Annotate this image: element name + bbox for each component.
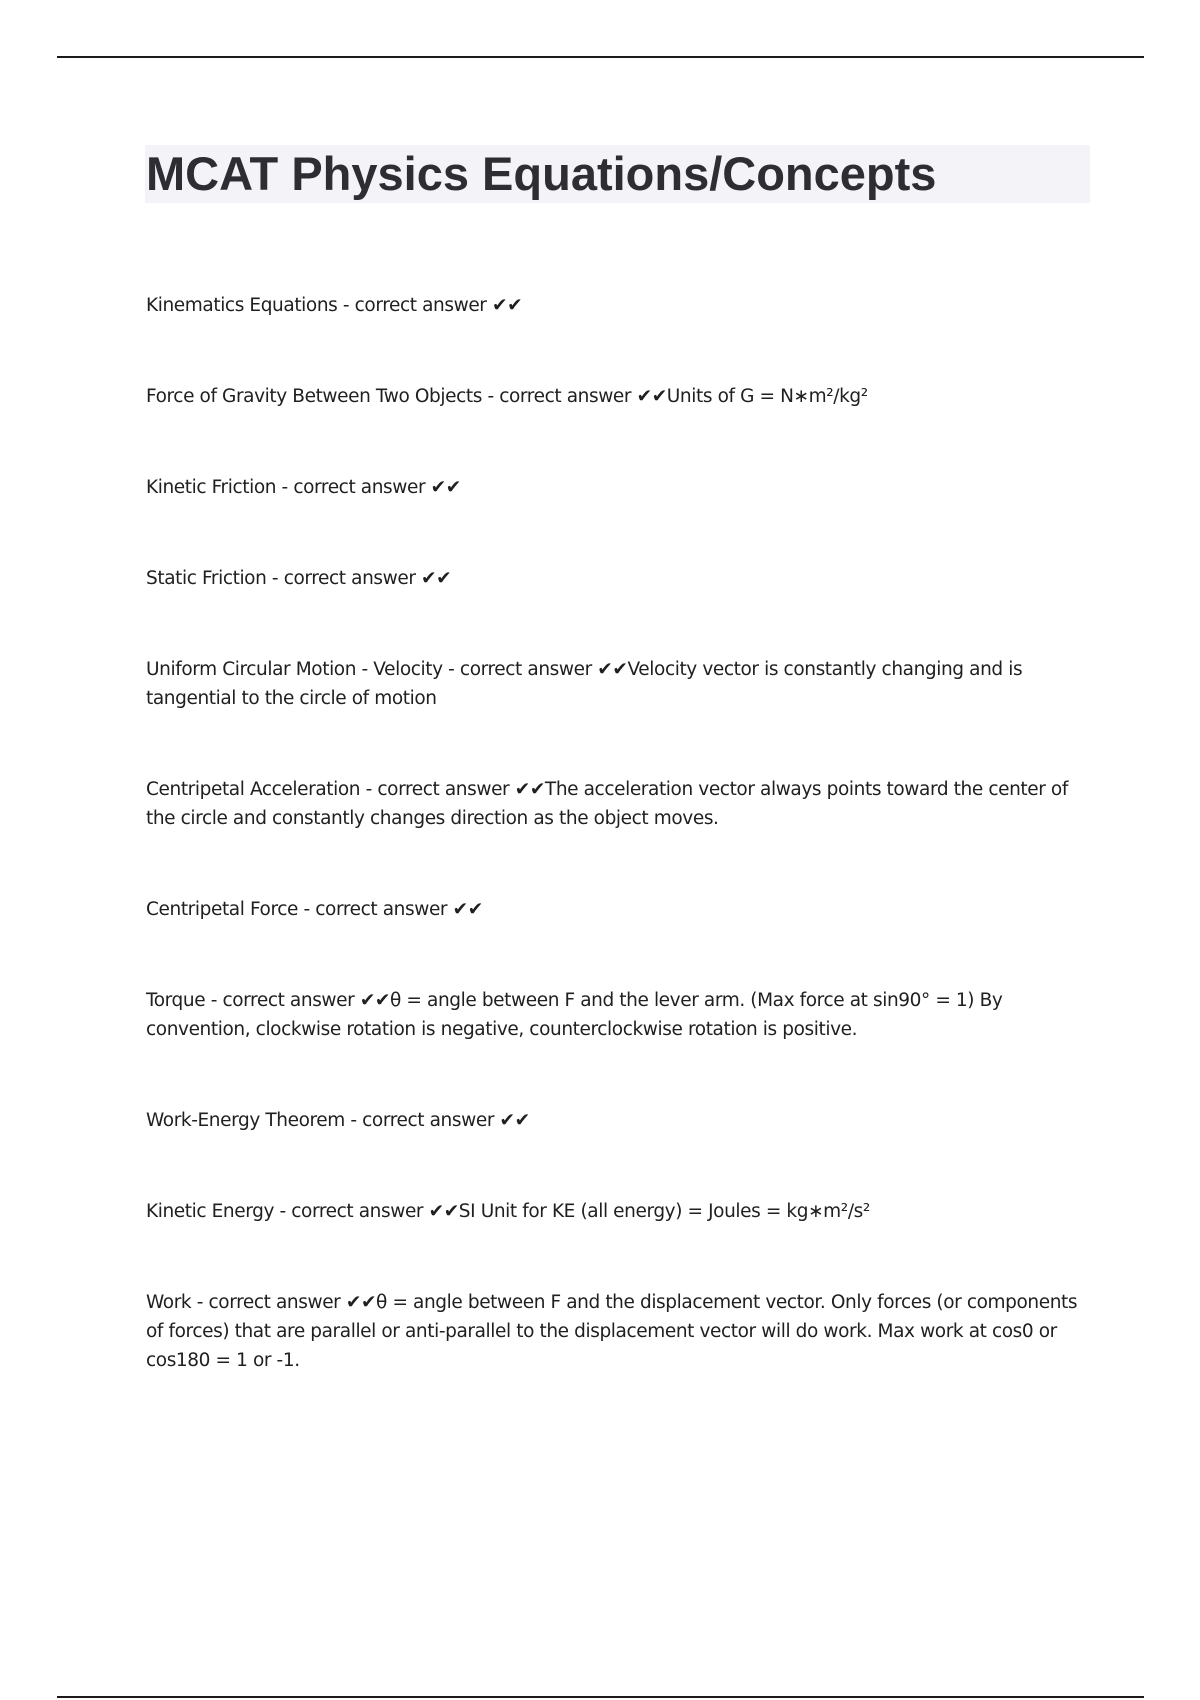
qa-item <box>146 291 1091 320</box>
qa-separator: - <box>442 659 460 680</box>
qa-item <box>146 382 1091 411</box>
qa-separator: - <box>360 779 378 800</box>
qa-answer: correct answer ✔✔θ = angle between F and the displacement vector. Only forces (or components of forces) that are parallel or anti-parallel to the displacement vector will do work. Max work at cos0 or cos180 = 1 or -1. <box>146 1292 1083 1371</box>
qa-separator: - <box>481 386 500 407</box>
qa-separator: - <box>274 1201 292 1222</box>
qa-answer: correct answer ✔✔θ = angle between F and the lever arm. (Max force at sin90° = 1) By convention, clockwise rotation is negative, counterclockwise rotation is positive. <box>146 990 1008 1040</box>
qa-item <box>146 564 1091 593</box>
qa-term: Centripetal Acceleration <box>146 779 361 800</box>
qa-answer: correct answer ✔✔ <box>283 568 452 589</box>
bottom-divider <box>57 1696 1144 1698</box>
qa-answer: correct answer ✔✔The acceleration vector always points toward the center of the circle and constantly changes direction as the object moves. <box>146 779 1074 829</box>
qa-term: Static Friction <box>146 568 267 589</box>
qa-answer: correct answer ✔✔Velocity vector is constantly changing and is tangential to the circle of motion <box>146 659 1028 709</box>
qa-term: Work <box>146 1292 192 1313</box>
qa-term: Kinetic Energy <box>146 1201 274 1222</box>
qa-item <box>146 775 1091 833</box>
qa-separator: - <box>205 990 223 1011</box>
qa-item <box>146 655 1091 713</box>
qa-term: Force of Gravity Between Two Objects <box>146 386 482 407</box>
qa-answer: correct answer ✔✔ <box>293 477 461 498</box>
qa-answer: correct answer ✔✔ <box>315 899 483 920</box>
qa-term: Uniform Circular Motion - Velocity <box>146 659 443 680</box>
qa-term: Work-Energy Theorem <box>146 1110 345 1131</box>
qa-answer: correct answer ✔✔ <box>362 1110 530 1131</box>
page-title: MCAT Physics Equations/Concepts <box>146 147 937 200</box>
qa-separator: - <box>298 899 316 920</box>
qa-item <box>146 1197 1091 1226</box>
top-divider <box>57 56 1144 58</box>
qa-separator: - <box>266 568 284 589</box>
qa-term: Kinetic Friction <box>146 477 277 498</box>
qa-item <box>146 1288 1091 1375</box>
qa-term: Kinematics Equations <box>146 295 338 316</box>
qa-answer: correct answer ✔✔ <box>354 295 523 316</box>
qa-term: Centripetal Force <box>146 899 299 920</box>
qa-separator: - <box>191 1292 209 1313</box>
qa-item <box>146 986 1091 1044</box>
qa-item <box>146 1106 1091 1135</box>
qa-term: Torque <box>146 990 206 1011</box>
qa-separator: - <box>276 477 294 498</box>
qa-separator: - <box>344 1110 363 1131</box>
qa-answer: correct answer ✔✔Units of G = N∗m²/kg² <box>499 386 868 407</box>
qa-separator: - <box>337 295 355 316</box>
qa-item <box>146 895 1091 924</box>
qa-item <box>146 473 1091 502</box>
qa-answer: correct answer ✔✔SI Unit for KE (all energy) = Joules = kg∗m²/s² <box>291 1201 870 1222</box>
